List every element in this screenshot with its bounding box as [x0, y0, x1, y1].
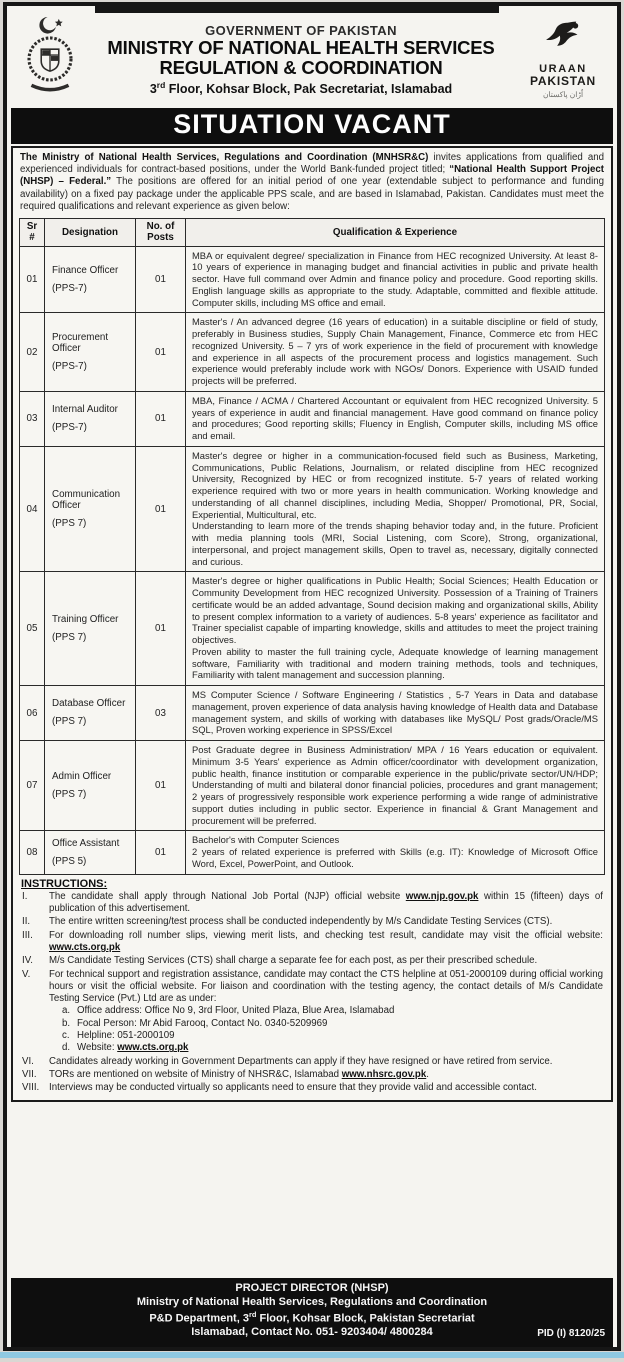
- instruction-item: [21, 891, 603, 916]
- designation-title: Training Officer: [52, 614, 119, 625]
- instruction-item: [21, 969, 603, 1055]
- pay-scale: (PPS 7): [52, 631, 87, 643]
- designation-title: Admin Officer: [52, 771, 112, 782]
- serial-number-cell: 05: [20, 572, 45, 686]
- text-segment: Islamabad, Contact No. 051- 9203404/ 4800284: [191, 1326, 433, 1339]
- qualification-cell: [186, 313, 605, 392]
- footer-block: [11, 1278, 613, 1347]
- footer-lines: [25, 1282, 599, 1340]
- pay-scale: (PPS 7): [52, 788, 87, 800]
- column-header: No. of Posts: [136, 219, 186, 247]
- table-row: [20, 313, 605, 392]
- footer-line: [25, 1282, 599, 1296]
- footer-line: [25, 1326, 599, 1340]
- text-segment: For technical support and registration assistance, candidate may contact the CTS helpline at 051-2000109 during official working hours or visit the official website. For liaison and coordination with the testing agency, the contact details of M/s Candidate Testing Service (Pvt.) Ltd are as under:: [49, 968, 603, 1005]
- text-segment: 3: [149, 82, 157, 97]
- text-segment: For downloading roll number slips, viewing merit lists, and checking test result, candidate may visit the official website:: [49, 929, 603, 941]
- instruction-text: [49, 891, 603, 916]
- text-segment: The entire written screening/test process shall be conducted independently by M/s Candidate Testing Services (CTS).: [49, 916, 553, 928]
- qualification-paragraph: Master's degree or higher in a communication-focused field such as Business, Marketing, Communications, Public Relations, Journalism, or related discipline from HEC recognized University, Recognized by HEC or from recognized institute. 5-7 years of related working experience required with two or more years in health communication. Working knowledge and understanding of all channel disciplines, including Media, Shopper/ Promotional, PR, Social, Experiential, Multicultural, etc.: [192, 449, 598, 520]
- posts-count-cell: 01: [136, 313, 186, 392]
- text-segment: within 15 (fifteen) days of publication of this advertisement.: [49, 890, 603, 914]
- table-row: [20, 686, 605, 741]
- soaring-bird-icon: [538, 20, 588, 58]
- text-segment: Interviews may be conducted virtually so applicants need to ensure that they provide valid and accessible contact.: [49, 1082, 537, 1094]
- text-segment: Floor, Kohsar Block, Pak Secretariat, Islamabad: [165, 82, 453, 97]
- text-segment: .: [426, 1069, 429, 1080]
- government-line: GOVERNMENT OF PAKISTAN: [205, 22, 397, 38]
- designation-cell: [45, 686, 136, 741]
- sub-item-text: [77, 1005, 394, 1017]
- uraan-logo-urdu-tagline: اُڑان پاکستان: [542, 89, 584, 99]
- instruction-number: III.: [22, 929, 33, 941]
- posts-count-cell: 01: [136, 831, 186, 874]
- posts-count-cell: 03: [136, 686, 186, 741]
- instruction-number: VI.: [22, 1055, 34, 1067]
- qualification-paragraph: MBA, Finance / ACMA / Chartered Accountant or equivalent from HEC recognized University. 5 years of experience in audit and financial management. Have good command on finance policy and procedures; Good reporting skills; Fluency in English, Computer skills, including MS office and email.: [192, 394, 598, 442]
- text-segment: Ministry of National Health Services, Regulations and Coordination: [136, 1296, 488, 1309]
- crescent-icon: [39, 17, 55, 34]
- instructions-section: [13, 875, 611, 1100]
- text-segment: M/s Candidate Testing Services (CTS) shall charge a separate fee for each post, as per their prescribed schedule.: [49, 955, 538, 967]
- qualification-paragraph: 2 years of related experience is preferred with Skills (e.g. IT): Knowledge of Microsoft Office Word, Excel, PowerPoint, and Outlook.: [192, 846, 598, 869]
- table-row: [20, 246, 605, 313]
- pid-number: PID (I) 8120/25: [537, 1328, 605, 1339]
- qualification-cell: [186, 572, 605, 686]
- designation-title: Procurement Officer: [52, 331, 109, 355]
- text-segment: The positions are offered for an initial period of one year (extendable subject to performance and funding availability) on a fixed pay package under the applicable PPS scale, and are based in Islamabad, Pakistan. Candidates must meet the required qualifications and relevant experience as given below:: [20, 176, 604, 212]
- designation-title: Internal Auditor: [52, 404, 118, 416]
- text-segment: invites applications from qualified and experienced individuals for contract-based positions, under the World Bank-funded project titled;: [20, 152, 604, 176]
- top-bar-decoration: [95, 6, 498, 13]
- qualification-cell: [186, 741, 605, 831]
- text-segment: Floor, Kohsar Block, Pakistan Secretariat: [256, 1312, 475, 1325]
- instruction-number: VII.: [22, 1069, 37, 1080]
- instruction-sub-item: [49, 1005, 603, 1017]
- situation-vacant-banner: SITUATION VACANT: [11, 108, 613, 144]
- footer-line: [25, 1296, 599, 1310]
- instructions-heading: INSTRUCTIONS:: [21, 877, 108, 890]
- table-row: [20, 572, 605, 686]
- website-link: www.nhsrc.gov.pk: [341, 1069, 427, 1080]
- table-row: [20, 446, 605, 572]
- uraan-logo-text-line1: URAAN: [539, 63, 587, 76]
- posts-count-cell: 01: [136, 572, 186, 686]
- text-segment: Website:: [77, 1042, 118, 1054]
- instruction-number: VIII.: [22, 1082, 40, 1094]
- instruction-text: [49, 955, 603, 967]
- designation-title: Finance Officer: [52, 264, 119, 276]
- qualification-cell: [186, 686, 605, 741]
- instruction-text: [49, 1082, 603, 1094]
- sub-item-text: [77, 1030, 175, 1042]
- qualification-paragraph: Understanding to learn more of the trends shaping behavior today and, in the future. Proficient with media planning tools (MRI, Social Listening, com Score), Strong, organizational, interpersonal, and project management skills, Open to travel as, necessary, digitally connected and curious.: [192, 520, 598, 567]
- instruction-text: [49, 916, 603, 928]
- footer-line: [25, 1310, 599, 1326]
- qualification-cell: [186, 831, 605, 874]
- instruction-item: [21, 916, 603, 928]
- designation-cell: [45, 741, 136, 831]
- serial-number-cell: 06: [20, 686, 45, 741]
- ministry-name-line1: MINISTRY OF NATIONAL HEALTH SERVICES: [107, 36, 495, 58]
- ministry-address: [89, 80, 513, 96]
- serial-number-cell: 03: [20, 391, 45, 446]
- serial-number-cell: 08: [20, 831, 45, 874]
- text-segment: Office address: Office No 9, 3rd Floor, United Plaza, Blue Area, Islamabad: [77, 1005, 395, 1017]
- instruction-sub-item: [49, 1030, 603, 1042]
- instruction-number: IV.: [22, 955, 33, 967]
- designation-title: Database Officer: [52, 698, 126, 710]
- pay-scale: (PPS 7): [52, 518, 87, 529]
- pakistan-emblem-icon: [17, 16, 83, 103]
- ministry-name-line2: REGULATION & COORDINATION: [159, 56, 443, 78]
- instruction-item: [21, 930, 603, 955]
- text-segment: Focal Person: Mr Abid Farooq, Contact No. 0340-5209969: [77, 1017, 328, 1029]
- designation-cell: [45, 313, 136, 392]
- header-title-block: [89, 23, 513, 97]
- posts-count-cell: 01: [136, 446, 186, 572]
- pay-scale: (PPS-7): [52, 361, 87, 372]
- posts-count-cell: 01: [136, 246, 186, 313]
- qualification-cell: [186, 446, 605, 572]
- pay-scale: (PPS-7): [52, 421, 87, 433]
- qualification-paragraph: MS Computer Science / Software Engineering / Statistics , 5-7 Years in Data and database management, proven experience of data analysis having knowledge of Health data and Database management system, and skills of working with databases like MySQL/ Post grads/Oracle/MS SQL, Proven working experience in SPSS/Excel: [192, 689, 598, 736]
- qualification-paragraph: Master's / An advanced degree (16 years of education) in a suitable discipline or field of study, preferably in Business studies, Supply Chain Management, Finance, Commerce etc from HEC recognized University. 5 – 7 yrs of work experience in the field of procurement with knowledge and experience in all aspects of the procurement process and logistics management. Such experience would preferably include work with NGOs/ Donors. Experience with USAID funded projects will be preferred.: [192, 316, 598, 387]
- header: [11, 13, 613, 108]
- instruction-sub-item: [49, 1042, 603, 1054]
- sub-item-text: [77, 1018, 327, 1030]
- website-link: www.cts.org.pk: [49, 941, 121, 953]
- text-segment: TORs are mentioned on website of Ministry of NHSR&C, Islamabad: [49, 1069, 342, 1080]
- content-frame: [11, 146, 613, 1102]
- website-link: www.cts.org.pk: [117, 1042, 189, 1054]
- text-segment: Candidates already working in Government Departments can apply if they have resigned or have retired from service.: [49, 1055, 553, 1067]
- pay-scale: (PPS 5): [52, 855, 87, 867]
- instructions-list: [21, 891, 603, 1095]
- bottom-edge-strip: [0, 1352, 624, 1358]
- designation-cell: [45, 572, 136, 686]
- sub-item-label: c.: [62, 1030, 70, 1042]
- instruction-item: [21, 955, 603, 967]
- designation-cell: [45, 831, 136, 874]
- serial-number-cell: 01: [20, 246, 45, 313]
- instruction-number: II.: [22, 916, 31, 928]
- designation-cell: [45, 246, 136, 313]
- text-segment: rd: [156, 80, 166, 91]
- designation-title: Office Assistant: [52, 837, 120, 849]
- qualification-paragraph: Master's degree or higher qualifications in Public Health; Social Sciences; Health Education or Community Development from HEC recognized University. Possession of a Training of Trainers certificate would be an added advantage, Sound decision making and organizational skills, Ability to present complex information to a variety of audiences. 5-8 years' experience as facilitator and Trainer specialist capable of imparting knowledge, skills and attitudes to meet the project training objectives.: [192, 575, 598, 646]
- intro-paragraph: [13, 148, 611, 218]
- qualification-cell: [186, 246, 605, 313]
- text-segment: The Ministry of National Health Services, Regulations and Coordination (MNHSR&C): [20, 152, 429, 163]
- instruction-number: V.: [22, 968, 31, 980]
- qualification-paragraph: MBA or equivalent degree/ specialization in Finance from HEC recognized University. At least 8-10 years of experience in managing budget and financial activities in public and private health sector. Have full command over Admin and finance policy and procedure. Good reporting skills. English language skills as appropriate to the study. Adaptable, committed and flexible attitude. Computer skills, including MS office and email.: [192, 249, 598, 308]
- qualification-cell: [186, 391, 605, 446]
- designation-cell: [45, 391, 136, 446]
- table-row: [20, 831, 605, 874]
- text-segment: The candidate shall apply through National Job Portal (NJP) official website: [49, 890, 406, 902]
- serial-number-cell: 02: [20, 313, 45, 392]
- text-segment: “National Health Support Project (NHSP) – Federal.”: [20, 164, 604, 188]
- scroll-banner-icon: [31, 85, 68, 89]
- table-row: [20, 741, 605, 831]
- advertisement-page: [3, 2, 621, 1351]
- text-segment: Helpline: 051-2000109: [77, 1030, 175, 1042]
- posts-count-cell: 01: [136, 741, 186, 831]
- vacancies-table: [19, 218, 605, 875]
- instruction-item: [21, 1082, 603, 1094]
- sub-item-label: b.: [62, 1017, 71, 1029]
- serial-number-cell: 04: [20, 446, 45, 572]
- qualification-paragraph: Bachelor's with Computer Sciences: [192, 834, 340, 846]
- posts-count-cell: 01: [136, 391, 186, 446]
- sub-item-label: d.: [62, 1042, 71, 1054]
- instruction-item: [21, 1056, 603, 1068]
- sub-item-text: [77, 1042, 188, 1054]
- pay-scale: (PPS 7): [52, 716, 87, 728]
- instruction-text: [49, 969, 603, 1055]
- column-header: Qualification & Experience: [186, 219, 605, 247]
- sub-item-label: a.: [62, 1005, 71, 1017]
- uraan-logo-text-line2: PAKISTAN: [530, 74, 596, 89]
- text-segment: rd: [248, 1309, 257, 1319]
- instruction-number: I.: [22, 890, 28, 902]
- table-header-row: [20, 219, 605, 247]
- qualification-paragraph: Proven ability to master the full training cycle, Adequate knowledge of learning management software, Familiarity with traditional and modern training methods, tools and techniques, Familiarity with talent management and succession planning.: [192, 645, 598, 681]
- pay-scale: (PPS-7): [52, 282, 87, 294]
- instruction-text: [49, 1056, 603, 1068]
- designation-title: Communication Officer: [52, 488, 121, 512]
- instruction-text: [49, 1069, 603, 1081]
- instruction-sub-item: [49, 1018, 603, 1030]
- instruction-item: [21, 1069, 603, 1081]
- text-segment: P&D Department, 3: [149, 1312, 249, 1325]
- designation-cell: [45, 446, 136, 572]
- website-link: www.njp.gov.pk: [405, 890, 479, 902]
- text-segment: PROJECT DIRECTOR (NHSP): [235, 1282, 389, 1295]
- column-header: Sr #: [20, 219, 45, 247]
- instruction-text: [49, 930, 603, 955]
- table-row: [20, 391, 605, 446]
- uraan-pakistan-logo: [519, 20, 607, 98]
- star-icon: [55, 19, 63, 26]
- qualification-paragraph: Post Graduate degree in Business Administration/ MPA / 16 Years education or equivalent. Minimum 3-5 Years' experience as Admin officer/coordinator with development organization, public health, finance institution or comparable experience in the public/private sector/UN/HDP; Understanding of multi and bilateral donor financial policies, procedures and grant management; 2 years of progressively responsible work experience performing a wide range of administrative support duties including in public sector. Experience in financial & Grant Management and procurement will be preferred.: [192, 744, 598, 826]
- serial-number-cell: 07: [20, 741, 45, 831]
- column-header: Designation: [45, 219, 136, 247]
- table-body: [20, 246, 605, 874]
